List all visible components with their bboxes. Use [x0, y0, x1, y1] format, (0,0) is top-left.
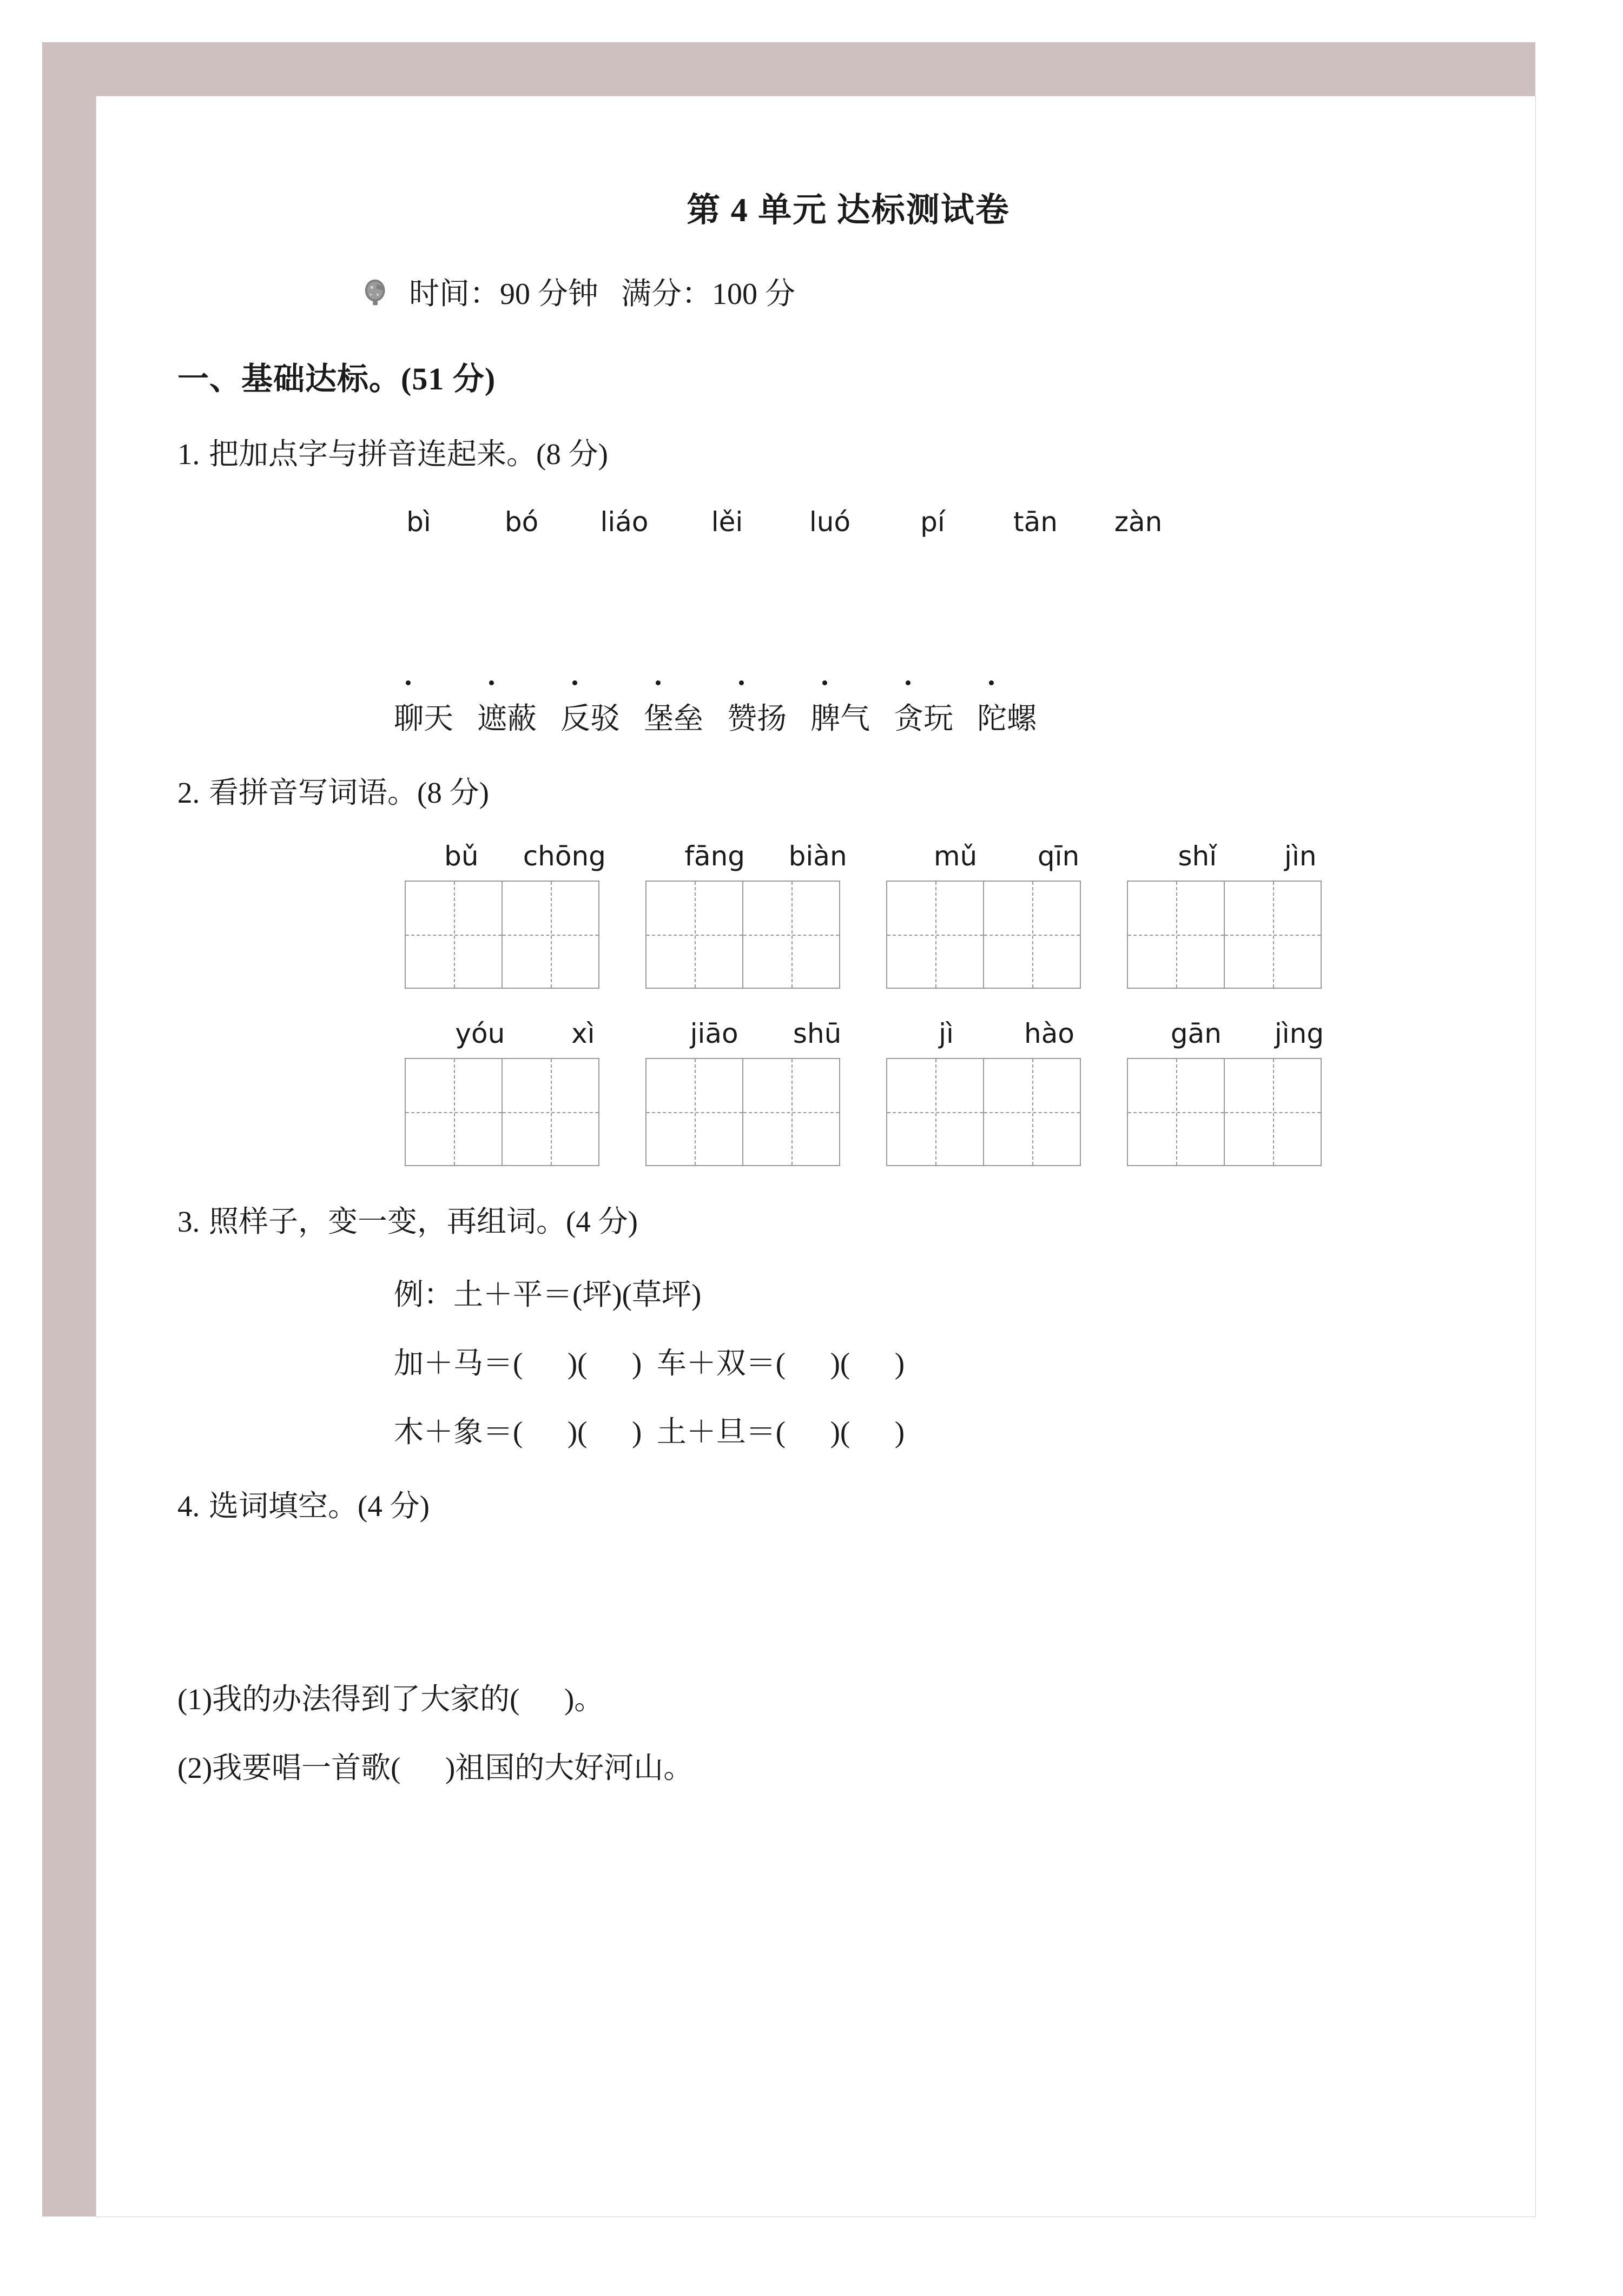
tianzige-group [645, 881, 886, 989]
pinyin-item: pí [920, 506, 945, 538]
tianzige[interactable] [1127, 1058, 1322, 1166]
question-2-row1-pinyin [177, 841, 1454, 872]
tianzige-group [1127, 881, 1368, 989]
word-item [560, 694, 620, 737]
pinyin-syllable: jìn [1284, 841, 1317, 872]
word-text: 反驳 [560, 702, 621, 735]
tianzige-cell[interactable] [1128, 1059, 1224, 1165]
question-4-item[interactable]: (2)我要唱一首歌( )祖国的大好河山。 [177, 1751, 694, 1784]
word-text: 贪玩 [894, 702, 954, 735]
pinyin-pair [645, 841, 886, 872]
question-1-title [177, 430, 1454, 473]
tianzige-cell[interactable] [887, 1059, 983, 1165]
question-2-title [177, 769, 1454, 811]
emphasis-dot-icon [406, 680, 411, 685]
pinyin-pair [405, 841, 645, 872]
tianzige-group [405, 1058, 645, 1166]
tianzige-cell[interactable] [1128, 882, 1224, 988]
word-text: 聊天 [394, 702, 454, 735]
tianzige[interactable] [405, 1058, 599, 1166]
question-3-line[interactable]: 加＋马＝( )( ) 车＋双＝( )( ) [394, 1347, 905, 1380]
page-title: 第 4 单元 达标测试卷 [687, 192, 1010, 229]
pinyin-item: lěi [711, 506, 743, 538]
emphasis-dot-icon [656, 680, 661, 685]
section-points: (51 分) [401, 361, 496, 396]
tianzige-group [886, 881, 1127, 989]
tianzige[interactable] [1127, 881, 1322, 989]
question-4-item[interactable]: (1)我的办法得到了大家的( )。 [177, 1683, 604, 1716]
question-3-line[interactable]: 木＋象＝( )( ) 土＋旦＝( )( ) [394, 1415, 905, 1448]
tianzige-cell[interactable] [742, 1059, 839, 1165]
pinyin-pair [1127, 841, 1368, 872]
question-4-text: 选词填空。(4 分) [209, 1490, 430, 1523]
pinyin-item: zàn [1114, 506, 1163, 538]
word-item [810, 694, 870, 737]
word-text: 堡垒 [644, 702, 704, 735]
question-2-number: 2. [177, 776, 200, 809]
question-2-row1-grids [177, 881, 1454, 989]
pinyin-syllable: fāng [684, 841, 745, 872]
question-3-example: 例：土＋平＝(坪)(草坪) [394, 1278, 702, 1311]
pinyin-syllable: biàn [788, 841, 847, 872]
question-3 [177, 1197, 1454, 1451]
question-2-row2-pinyin [177, 1018, 1454, 1049]
pinyin-syllable: qīn [1037, 841, 1080, 872]
matching-answer-area[interactable] [177, 538, 1454, 694]
emphasis-dot-icon [572, 680, 577, 685]
pinyin-pair [886, 841, 1127, 872]
pinyin-item: tān [1013, 506, 1058, 538]
tianzige[interactable] [886, 1058, 1081, 1166]
pinyin-syllable: bǔ [444, 841, 479, 872]
exam-paper-page [96, 96, 1535, 2216]
word-item [894, 694, 953, 737]
tianzige-cell[interactable] [502, 882, 598, 988]
tianzige-cell[interactable] [983, 1059, 1080, 1165]
word-text: 脾气 [810, 702, 870, 735]
question-2-text: 看拼音写词语。(8 分) [209, 776, 489, 809]
pinyin-pair [405, 1018, 645, 1049]
question-4 [177, 1482, 1454, 1786]
pinyin-syllable: jìng [1274, 1018, 1324, 1049]
exam-meta-text: 时间：90 分钟 满分：100 分 [409, 277, 795, 311]
tianzige-group [1127, 1058, 1368, 1166]
tianzige-cell[interactable] [406, 1059, 502, 1165]
pinyin-syllable: yóu [455, 1018, 505, 1049]
word-bank-area [177, 1525, 1454, 1649]
tianzige-group [645, 1058, 886, 1166]
word-item [644, 694, 703, 737]
pinyin-item: luó [809, 506, 851, 538]
question-1-text: 把加点字与拼音连起来。(8 分) [209, 438, 608, 471]
pinyin-syllable: jiāo [690, 1018, 738, 1049]
section-heading [177, 353, 1454, 399]
tianzige-cell[interactable] [646, 882, 742, 988]
pinyin-item: bì [406, 506, 431, 538]
question-4-number: 4. [177, 1490, 200, 1523]
word-item [394, 694, 453, 737]
tianzige-cell[interactable] [983, 882, 1080, 988]
question-3-number: 3. [177, 1205, 200, 1238]
question-1-words-row [177, 694, 1454, 737]
emphasis-dot-icon [822, 680, 827, 685]
tianzige-cell[interactable] [1224, 1059, 1321, 1165]
pinyin-syllable: mǔ [933, 841, 978, 872]
pinyin-syllable: xì [571, 1018, 595, 1049]
pinyin-syllable: chōng [523, 841, 606, 872]
emphasis-dot-icon [739, 680, 744, 685]
word-item [477, 694, 537, 737]
word-text: 陀螺 [977, 702, 1037, 735]
tianzige-cell[interactable] [502, 1059, 598, 1165]
tianzige-cell[interactable] [742, 882, 839, 988]
pinyin-pair [1127, 1018, 1368, 1049]
pinyin-item: bó [504, 506, 539, 538]
question-4-title [177, 1482, 1454, 1525]
pinyin-syllable: shǐ [1178, 841, 1217, 872]
tianzige[interactable] [645, 1058, 840, 1166]
tianzige[interactable] [645, 881, 840, 989]
tianzige-cell[interactable] [887, 882, 983, 988]
pinyin-syllable: jì [939, 1018, 954, 1049]
word-item [727, 694, 787, 737]
pinyin-item: liáo [600, 506, 649, 538]
question-1 [177, 430, 1454, 737]
tianzige-cell[interactable] [1224, 882, 1321, 988]
pinyin-pair [886, 1018, 1127, 1049]
question-3-text: 照样子，变一变，再组词。(4 分) [209, 1205, 638, 1238]
question-1-pinyin-row [177, 506, 1454, 538]
pinyin-syllable: hào [1024, 1018, 1074, 1049]
word-item [977, 694, 1037, 737]
tianzige-cell[interactable] [646, 1059, 742, 1165]
pinyin-pair [645, 1018, 886, 1049]
tianzige[interactable] [405, 881, 599, 989]
tianzige-cell[interactable] [406, 882, 502, 988]
tianzige-group [405, 881, 645, 989]
exam-meta-row [177, 270, 1454, 313]
question-2-row2-grids [177, 1058, 1454, 1166]
question-1-number: 1. [177, 438, 200, 471]
bell-icon [361, 275, 395, 308]
word-text: 赞扬 [727, 702, 787, 735]
emphasis-dot-icon [489, 680, 494, 685]
question-2 [177, 769, 1454, 1166]
tianzige[interactable] [886, 881, 1081, 989]
tianzige-group [886, 1058, 1127, 1166]
section-label: 一、基础达标。 [177, 361, 401, 396]
question-3-title [177, 1197, 1454, 1240]
pinyin-syllable: shū [793, 1018, 842, 1049]
word-text: 遮蔽 [477, 702, 537, 735]
pinyin-syllable: gān [1170, 1018, 1222, 1049]
